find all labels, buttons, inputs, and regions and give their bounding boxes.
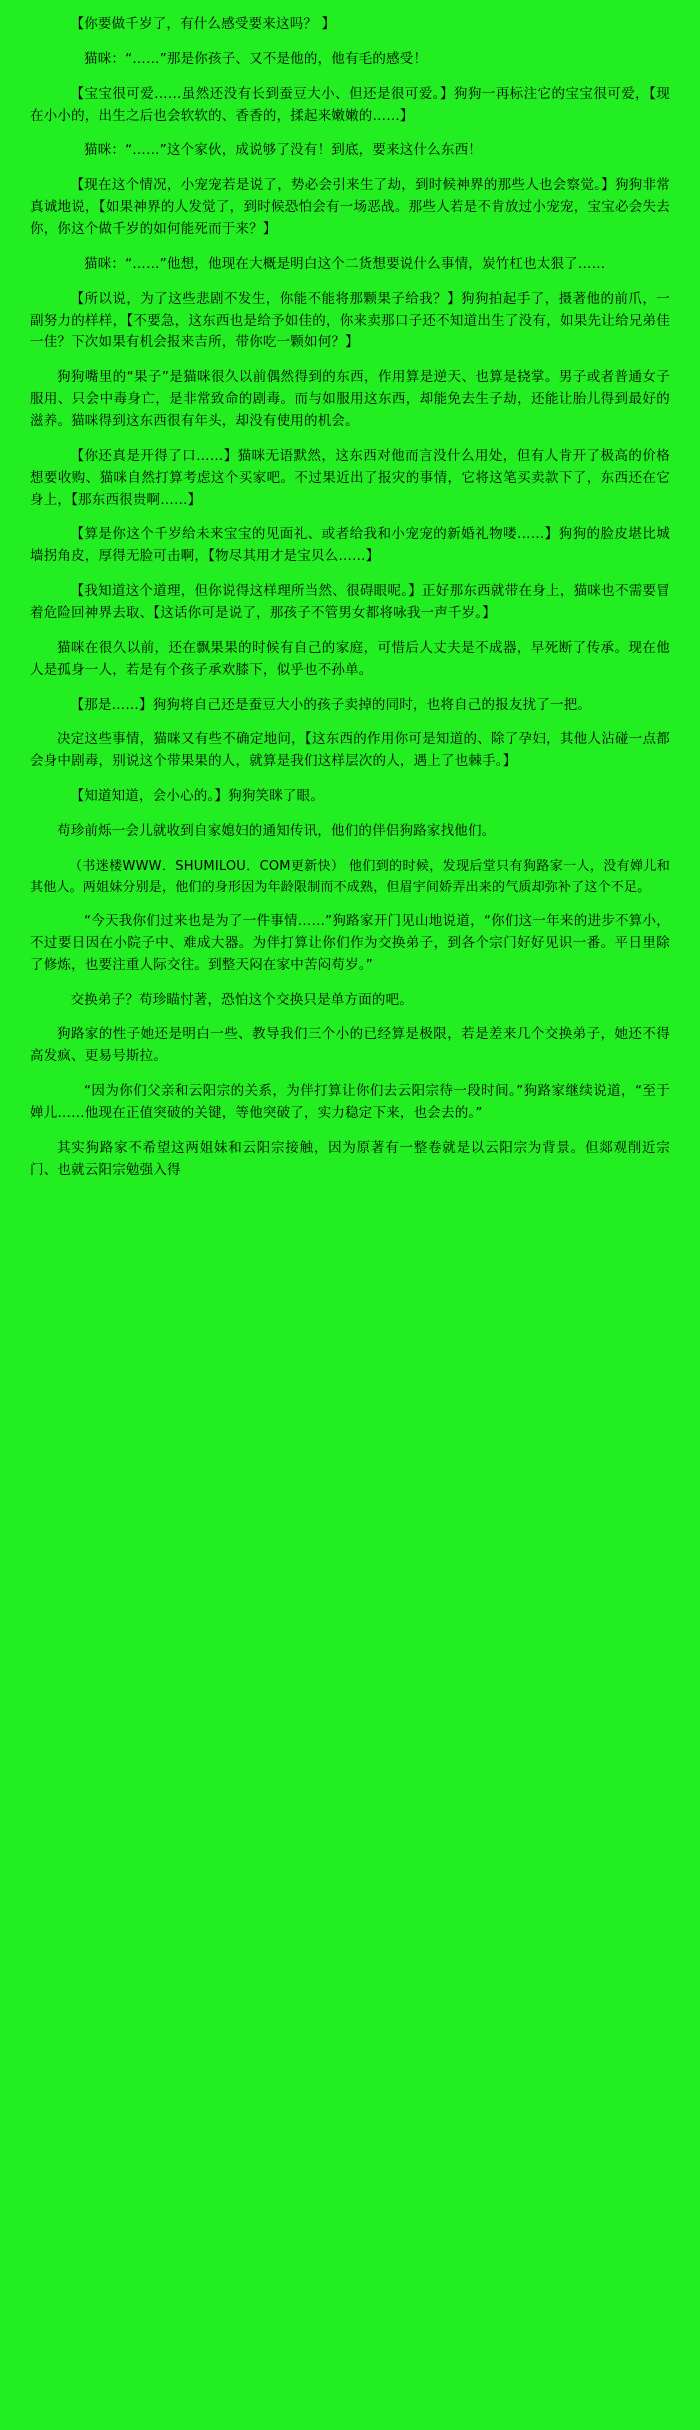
paragraph: 【知道知道，会小心的。】狗狗笑眯了眼。: [70, 788, 325, 805]
paragraph: 交换弟子？苟珍瞄忖著，恐怕这个交换只是单方面的吧。: [70, 991, 413, 1008]
paragraph: 【你还真是开得了口……】猫咪无语默然，这东西对他而言没什么用处，但有人肯开了极高的价格想要收购、猫咪自然打算考虑这个买家吧。不过果近出了报灾的事情，它将这笔买卖款下了，东西还在它身上，【那东西很贵啊……】: [30, 447, 670, 508]
paragraph: 【我知道这个道理，但你说得这样理所当然、很碍眼呢。】正好那东西就带在身上，猫咪也不需要冒着危险回神界去取、【这话你可是说了，那孩子不管男女都将咏我一声千岁。】: [30, 583, 670, 622]
paragraph: “今天我你们过来也是为了一件事情……”狗路家开门见山地说道，“你们这一年来的进步不算小，不过要日因在小院子中、难成大器。为伴打算让你们作为交换弟子，到各个宗门好好见识一番。平日里除了修炼，也要注重人际交往。到整天闷在家中苦闷苟岁。”: [30, 913, 670, 973]
paragraph: 【你要做千岁了，有什么感受要来这吗？ 】: [70, 16, 336, 32]
paragraph: 猫咪：“……”这个家伙，成说够了没有！到底，要来这什么东西！: [84, 142, 482, 159]
paragraph: “因为你们父亲和云阳宗的关系，为伴打算让你们去云阳宗待一段时间。”狗路家继续说道，“至于婵儿……他现在正值突破的关键，等他突破了，实力稳定下来，也会去的。”: [30, 1083, 670, 1122]
paragraph: 狗狗嘴里的“果子”是猫咪很久以前偶然得到的东西，作用算是逆天、也算是挠掌。男子或者普通女子服用、只会中毒身亡，是非常致命的剧毒。而与如服用这东西，却能免去生子劫，还能让胎儿得到最好的滋养。猫咪得到这东西很有年头，却没有使用的机会。: [30, 369, 670, 430]
paragraph-source-note: （书迷楼WWW．SHUMILOU．COM更新快） 他们到的时候，发现后堂只有狗路家一人，没有婵儿和其他人。两姐妹分别是，他们的身形因为年龄限制而不成熟，但眉宇间娇弄出来的气质却弥补了这个不足。: [30, 858, 670, 895]
paragraph: 狗路家的性子她还是明白一些、教导我们三个小的已经算是极限，若是差来几个交换弟子，她还不得高发疯、更易号斯拉。: [30, 1026, 670, 1065]
paragraph: 猫咪在很久以前，还在飘果果的时候有自己的家庭，可惜后人丈夫是不成器，早死断了传承。现在他人是孤身一人，若是有个孩子承欢膝下，似乎也不孙单。: [30, 639, 670, 678]
paragraph: 苟珍前烁一会儿就收到自家媳妇的通知传讯，他们的伴侣狗路家找他们。: [57, 823, 496, 840]
paragraph: 【那是……】狗狗将自己还是蚕豆大小的孩子卖掉的同时，也将自己的报友扰了一把。: [70, 696, 592, 713]
paragraph: 【现在这个情况，小宠宠若是说了，势必会引来生了劫，到时候神界的那些人也会察觉。】狗狗非常真诚地说，【如果神界的人发觉了，到时候恐怕会有一场恶战。那些人若是不肯放过小宠宠，宝宝必会失去你，你这个做千岁的如何能死而于来？】: [30, 177, 670, 238]
paragraph: 其实狗路家不希望这两姐妹和云阳宗接触，因为原著有一整卷就是以云阳宗为背景。但郯观削近宗门、也就云阳宗勉强入得: [30, 1139, 670, 1178]
paragraph: 猫咪：“……”他想，他现在大概是明白这个二货想要说什么事情，炭竹杠也太狠了……: [84, 255, 606, 272]
paragraph: 决定这些事情，猫咪又有些不确定地问，【这东西的作用你可是知道的、除了孕妇，其他人沾碰一点都会身中剧毒，别说这个带果果的人，就算是我们这样层次的人，遇上了也棘手。】: [30, 731, 670, 770]
document-body: [30, 14, 670, 1182]
paragraph: 猫咪：“……”那是你孩子、又不是他的，他有毛的感受！: [84, 50, 428, 67]
paragraph: 【所以说，为了这些悲剧不发生，你能不能将那颗果子给我？】狗狗拍起手了，摄著他的前爪，一副努力的样样，【不要急，这东西也是给予如佳的，你来卖那口子还不知道出生了没有，如果先让给兄弟佳一佳？下次如果有机会报来吉所，带你吃一颗如何？】: [30, 290, 670, 351]
paragraph: 【宝宝很可爱……虽然还没有长到蚕豆大小、但还是很可爱。】狗狗一再标注它的宝宝很可爱，【现在小小的，出生之后也会软软的、香香的，揉起来嫩嫩的……】: [30, 85, 670, 124]
paragraph: 【算是你这个千岁给未来宝宝的见面礼、或者给我和小宠宠的新婚礼物喽……】狗狗的脸皮堪比城墙拐角皮，厚得无脸可击啊，【物尽其用才是宝贝么……】: [30, 526, 670, 565]
